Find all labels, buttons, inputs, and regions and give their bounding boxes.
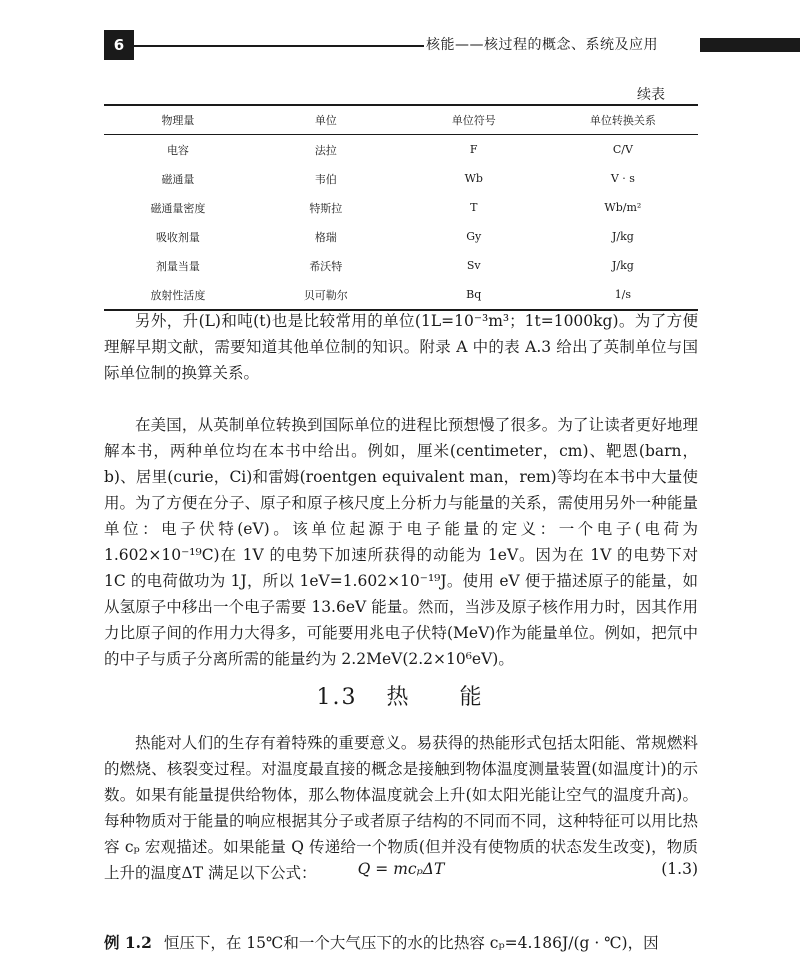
table-cell: Gy [466,230,482,243]
table-cell: Sv [466,259,481,272]
equation-expression: Q = mcₚΔT [357,860,445,878]
table-header-row [104,105,698,135]
table-cell: 格瑞 [314,230,337,244]
example-line [104,930,698,956]
section-title-char: 能 [459,685,484,710]
body-paragraph: 在美国，从英制单位转换到国际单位的进程比预想慢了很多。为了让读者更好地理解本书，两种单位均在本书中给出。例如，厘米(centimeter，cm)、靶恩(barn，b)、居里(curie，Ci)和雷姆(roentgen equivalent man，rem)等均在本书中大量使用。 [104,416,699,512]
equation [104,860,698,884]
units-table [104,104,698,311]
body-paragraph: 热能对人们的生存有着特殊的重要意义。易获得的热能形式包括太阳能、常规燃料的燃烧、核裂变过程。对温度最直接的概念是接触到物体温度测量装置(如温度计)的示数。如果有能量提供给物体，那么物体温度就会上升(如太阳光能让空气的温度升高)。每种物质对于能量的响应根据其分子或者原子结构的不同而不同，这种特征可以用比热容 cₚ 宏观描述。如果能量 Q 传递给一个物质(但并没有使物质的状态发生改变)，物质上升的温度ΔT 满足以下公式： [104,734,698,882]
section-heading [0,680,800,711]
column-header: 单位 [252,105,400,135]
table-cell: 特斯拉 [309,201,343,215]
example-label: 例 1.2 [104,933,152,952]
table-cell: V · s [610,172,635,185]
table-cell: F [469,143,478,156]
section-title-char: 热 [386,685,411,710]
column-header: 物理量 [104,105,252,135]
table-row [104,164,698,193]
table-cell: T [470,201,478,214]
table-cell: 放射性活度 [104,280,252,310]
page-header [0,0,800,70]
body-paragraph: 另外，升(L)和吨(t)也是比较常用的单位(1L=10⁻³m³；1t=1000kg)。为了方便理解早期文献，需要知道其他单位制的知识。附录 A 中的表 A.3 给出了英制单位与国际单位制的换算关系。 [104,312,698,382]
header-rule-left [134,45,424,47]
table-row [104,222,698,251]
header-rule-right [700,38,800,52]
section-number: 1.3 [316,685,358,710]
table-row [104,280,698,310]
table-row [104,135,698,165]
running-title: 核能——核过程的概念、系统及应用 [426,37,658,53]
page-number: 6 [104,30,134,60]
table-cell: Wb [464,172,483,185]
table-cell: 电容 [166,143,189,157]
table-cell: 法拉 [314,143,337,157]
equation-number: (1.3) [661,860,698,878]
table-cell: Bq [400,280,548,310]
column-header: 单位转换关系 [548,105,698,135]
table-cell: J/kg [611,230,634,243]
table-cell: C/V [612,143,633,156]
body-paragraph: 为了方便在分子、原子和原子核尺度上分析力与能量的关系，需使用另外一种能量单位：电子伏特(eV)。该单位起源于电子能量的定义：一个电子(电荷为 1.602×10⁻¹⁹C)在 1V 的电势下加速所获得的动能为 1eV。因为在 1V 的电势下对 1C 的电荷做功为 1J，所以 1eV=1.602×10⁻¹⁹J。使用 eV 便于描述原子的能量，如从氢原子中移出一个电子需要 13.6eV 能量。然而，当涉及原子核作用力时，因其作用力比原子间的作用力大得多，可能要用兆电子伏特(MeV)作为能量单位。例如，把氘中的中子与质子分离所需的能量约为 2.2MeV(2.2×10⁶eV)。 [104,494,698,668]
table-cell: 磁通量 [161,172,195,186]
table-cell: J/kg [611,259,634,272]
table-cell: 吸收剂量 [155,230,200,244]
table-cell: 韦伯 [314,172,337,186]
table-cell: Wb/m² [604,201,642,214]
table-row [104,193,698,222]
column-header: 单位符号 [400,105,548,135]
table-cell: 贝可勒尔 [252,280,400,310]
table-continued-label: 续表 [637,87,665,103]
table-row [104,251,698,280]
table-cell: 1/s [548,280,698,310]
example-text: 恒压下，在 15℃和一个大气压下的水的比热容 cₚ=4.186J/(g · ℃)，因 [163,934,659,952]
table-cell: 希沃特 [309,259,343,273]
table-cell: 磁通量密度 [150,201,206,215]
table-cell: 剂量当量 [155,259,200,273]
